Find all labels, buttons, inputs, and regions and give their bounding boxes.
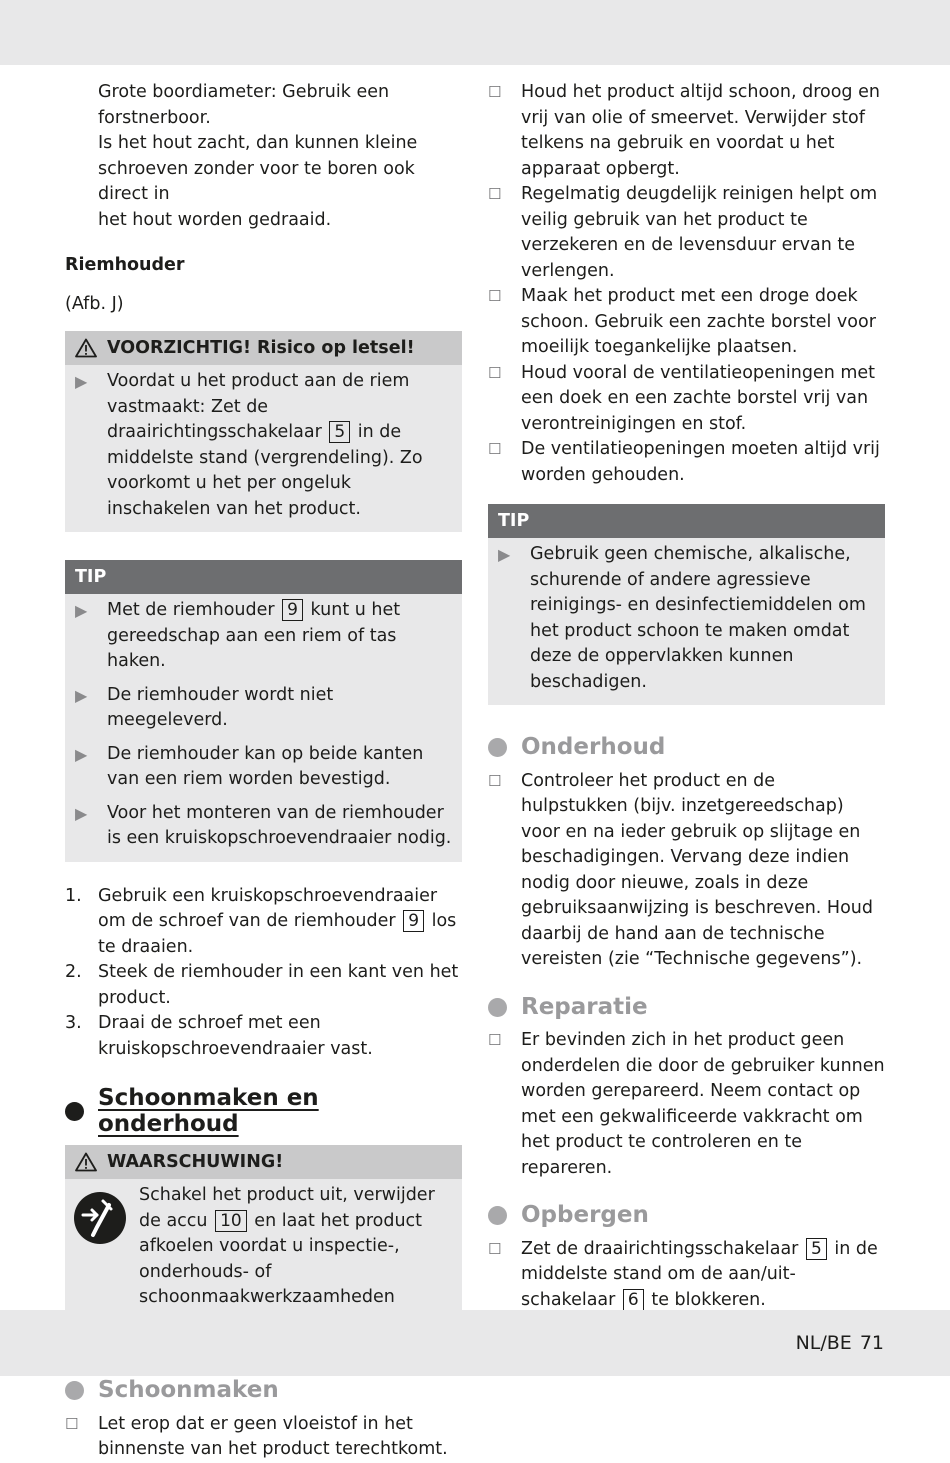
part-number-box: 5 (329, 421, 350, 443)
warning-title: WAARSCHUWING! (107, 1152, 284, 1172)
caution-item (75, 369, 452, 522)
intro-line: Grote boordiameter: Gebruik een (98, 82, 390, 102)
checkbox-square-icon: ☐ (488, 771, 502, 790)
step1-text-a: Gebruik een kruiskopschroevendraaier om de schroef van de riemhouder (98, 885, 438, 931)
tip-item (75, 598, 452, 675)
tip-item-text: De riemhouder wordt niet meegeleverd. (107, 684, 334, 730)
subsection-heading (65, 1378, 462, 1404)
page-footer (796, 1331, 884, 1357)
list-item (488, 80, 885, 182)
tip-item (75, 801, 452, 852)
tip-header (65, 560, 462, 594)
list-item-text: De ventilatieopeningen moeten altijd vrij worden gehouden. (521, 439, 880, 485)
part-number-box: 6 (623, 1289, 644, 1311)
tip-item-text (107, 598, 452, 675)
step-text: Draai de schroef met een kruiskopschroevendraaier vast. (98, 1013, 373, 1059)
list-item (488, 1028, 885, 1181)
bullet-dot-icon (65, 1381, 84, 1400)
tip-title: TIP (75, 567, 107, 587)
list-item-text: Houd het product altijd schoon, droog en vrij van olie of smeervet. Verwijder stof telkens na gebruik en voordat u het apparaat opbergt. (521, 82, 880, 179)
intro-text (65, 80, 462, 233)
step-text: Steek de riemhouder in een kant ven het product. (98, 962, 459, 1008)
caution-title: VOORZICHTIG! Risico op letsel! (107, 338, 415, 358)
tip-item1-text-b: kunt u het gereedschap aan een riem of tas haken. (107, 600, 401, 671)
caution-box (65, 331, 462, 532)
opbergen-text-a: Zet de draairichtingsschakelaar (521, 1238, 799, 1259)
left-column (65, 80, 462, 1463)
subsection-heading (488, 1203, 885, 1229)
right-column (488, 80, 885, 1364)
warning-text-a: Schakel het product uit, verwijder de accu (139, 1185, 435, 1231)
bullet-dot-icon (488, 1206, 507, 1225)
caution-text-a: Voordat u het product aan de riem vastmaakt: Zet de draairichtingsschakelaar (107, 371, 410, 442)
schoonmaken-title: Schoonmaken (98, 1377, 279, 1403)
step-text (98, 884, 462, 961)
riemhouder-heading: Riemhouder (65, 255, 185, 275)
tip-item1-text-a: Met de riemhouder (107, 600, 275, 620)
list-item (488, 437, 885, 488)
list-item (488, 769, 885, 973)
list-item-text: Houd vooral de ventilatieopeningen met een doek en een zachte borstel vrij van verontreinigingen en stof. (521, 362, 876, 434)
play-arrow-icon: ▶ (75, 685, 88, 705)
checkbox-square-icon: ☐ (488, 440, 502, 458)
bullet-dot-icon (488, 738, 507, 757)
list-item (488, 1237, 885, 1314)
part-number-box: 9 (282, 599, 303, 621)
warning-triangle-icon (75, 1152, 97, 1172)
tip-box (488, 504, 885, 705)
tip-item (498, 542, 875, 695)
subsection-heading (488, 735, 885, 761)
intro-line: Is het hout zacht, dan kunnen kleine (98, 133, 418, 153)
tip-box (65, 560, 462, 862)
tip-item-text: Gebruik geen chemische, alkalische, schurende of andere agressieve reinigings- en desinfectiemiddelen om het product schoon te maken omdat deze de oppervlakken kunnen beschadigen. (530, 544, 866, 692)
caution-body (65, 365, 462, 526)
list-item (65, 1412, 462, 1463)
tip-body (488, 538, 885, 699)
page-number: 71 (859, 1332, 884, 1354)
caution-header (65, 331, 462, 365)
opbergen-text-b: in de middelste stand om de aan/uit-schakelaar (521, 1238, 878, 1310)
onderhoud-title: Onderhoud (521, 734, 666, 760)
step-number: 1. (65, 885, 82, 906)
top-band (0, 0, 950, 65)
part-number-box: 10 (215, 1210, 247, 1232)
list-item-text (521, 1237, 885, 1314)
caution-text-b: in de middelste stand (vergrendeling). Zo voorkomt u het per ongeluk inschakelen van het product. (107, 422, 423, 519)
list-item-text: Let erop dat er geen vloeistof in het binnenste van het product terechtkomt. (98, 1413, 448, 1459)
list-item-text: Controleer het product en de hulpstukken (bijv. inzetgereedschap) voor en na ieder gebruik op slijtage en beschadigingen. Vervang deze indien nodig door nieuwe, zoals in deze gebruiksaanwijzing is beschreven. Houd daarbij de hand aan de technische vereisten (zie “Technische gegevens”). (521, 770, 873, 969)
warning-triangle-icon (75, 338, 97, 358)
tip-item (75, 683, 452, 734)
section-heading (65, 1086, 462, 1137)
opbergen-text-c: te blokkeren. (651, 1289, 766, 1310)
section-title: Schoonmaken en onderhoud (98, 1085, 319, 1137)
figure-reference: (Afb. J) (65, 293, 124, 314)
list-item (65, 884, 462, 961)
caution-text (107, 369, 452, 522)
list-item (65, 960, 462, 1011)
tip-item-text: De riemhouder kan op beide kanten van een riem worden bevestigd. (107, 743, 424, 789)
bullet-dot-icon (65, 1102, 84, 1121)
list-item (488, 182, 885, 284)
checkbox-square-icon: ☐ (488, 83, 502, 101)
subsection-heading (488, 995, 885, 1021)
checkbox-square-icon: ☐ (488, 363, 502, 382)
opbergen-title: Opbergen (521, 1202, 649, 1228)
play-arrow-icon: ▶ (75, 744, 88, 764)
warning-header (65, 1145, 462, 1179)
play-arrow-icon: ▶ (498, 545, 511, 564)
intro-line: schroeven zonder voor te boren ook direct in (98, 158, 415, 204)
intro-line: het hout worden gedraaid. (98, 209, 332, 230)
list-item (488, 361, 885, 438)
list-item (65, 1011, 462, 1062)
play-arrow-icon: ▶ (75, 601, 88, 620)
checkbox-square-icon: ☐ (488, 1031, 502, 1049)
part-number-box: 5 (806, 1238, 827, 1260)
tip-title: TIP (498, 511, 530, 531)
list-item-text: Er bevinden zich in het product geen onderdelen die door de gebruiker kunnen worden gerepareerd. Neem contact op met een gekwalificeerde vakkracht om het product te controleren en te repareren. (521, 1030, 885, 1178)
checkbox-square-icon: ☐ (488, 185, 502, 203)
play-arrow-icon: ▶ (75, 803, 88, 823)
step-number: 2. (65, 962, 82, 982)
reparatie-title: Reparatie (521, 993, 648, 1020)
tip-item-text: Voor het monteren van de riemhouder is een kruiskopschroevendraaier nodig. (107, 802, 452, 848)
warning-text-b: en laat het product afkoelen voordat u inspectie-, onderhouds- of schoonmaakwerkzaamheden (139, 1210, 423, 1307)
bullet-dot-icon (488, 998, 507, 1017)
tip-header (488, 504, 885, 538)
tip-body (65, 594, 462, 856)
list-item-text: Regelmatig deugdelijk reinigen helpt om veilig gebruik van het product te verzekeren en de levensduur ervan te verlengen. (521, 184, 878, 281)
step1-text-b: los te draaien. (98, 911, 457, 957)
checkbox-square-icon: ☐ (488, 287, 502, 305)
checkbox-square-icon: ☐ (488, 1239, 502, 1258)
step-number: 3. (65, 1013, 82, 1033)
list-item-text: Maak het product met een droge doek schoon. Gebruik een zachte borstel voor moeilijk toegankelijke plaatsen. (521, 286, 876, 357)
checkbox-square-icon: ☐ (65, 1414, 79, 1433)
intro-line: forstnerboor. (98, 107, 211, 128)
list-item (488, 284, 885, 361)
part-number-box: 9 (403, 910, 424, 932)
tip-item (75, 742, 452, 793)
play-arrow-icon: ▶ (75, 372, 88, 391)
language-code: NL/BE (795, 1332, 852, 1354)
steps-list (65, 884, 462, 1063)
